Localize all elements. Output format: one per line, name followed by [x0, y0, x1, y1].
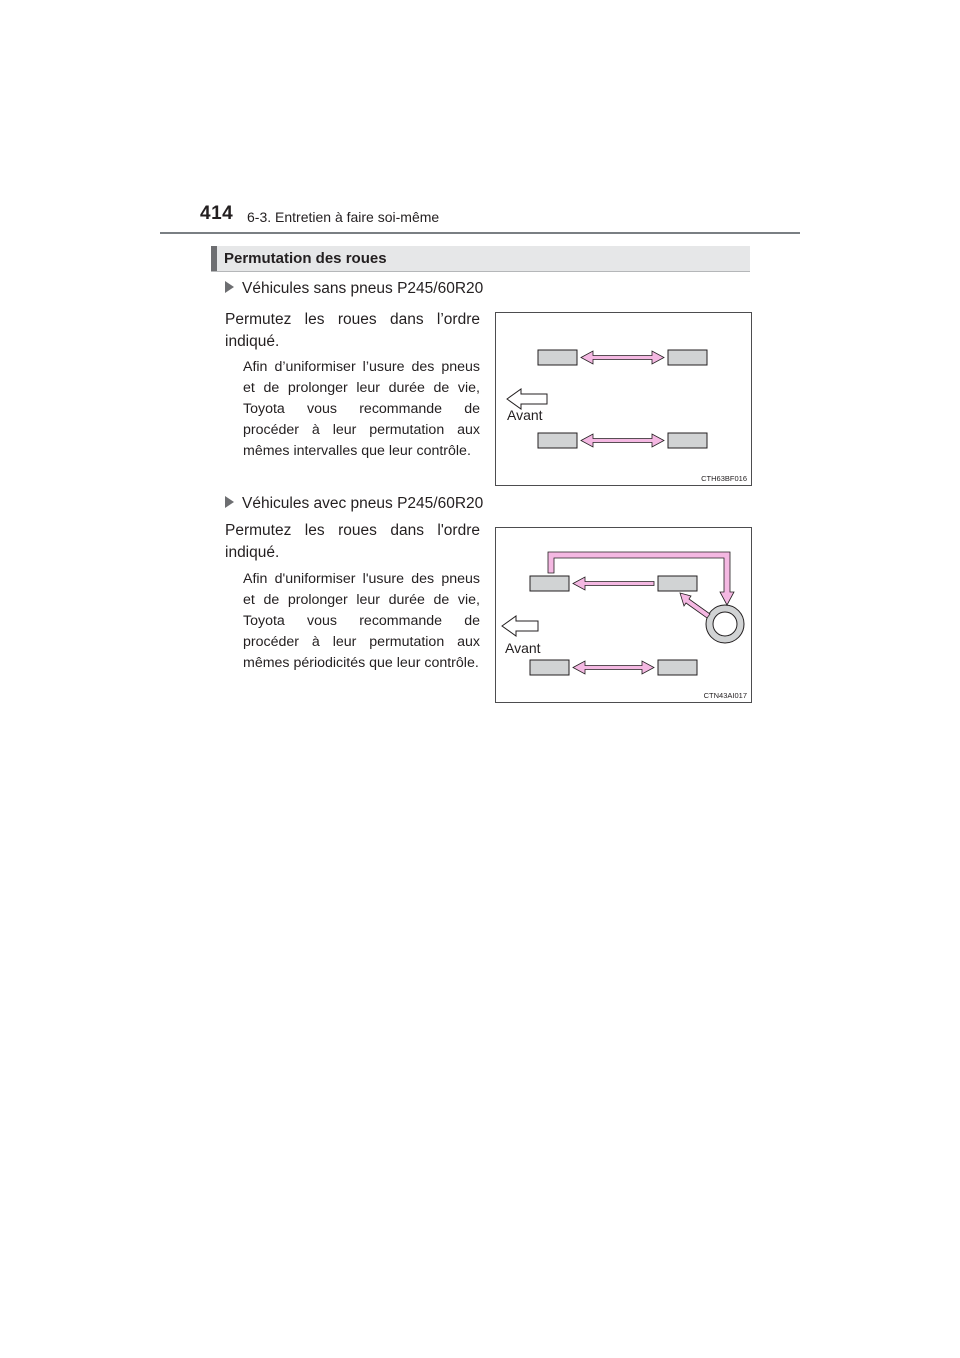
tire-rear-right [668, 433, 707, 448]
double-arrow-rear-icon [573, 661, 654, 674]
header-rule [160, 232, 800, 234]
chapter-heading: 6-3. Entretien à faire soi-même [247, 209, 440, 225]
tire-rear-left [538, 433, 577, 448]
front-direction-arrow-icon [507, 389, 547, 409]
rotation-diagram-with-spare [495, 527, 752, 703]
spare-tire-icon [706, 605, 744, 643]
front-label: Avant [505, 640, 541, 656]
tire-front-left [530, 576, 569, 591]
note-text: Afin d'uniformiser l'usure des pneus et de prolonger leur durée de vie, Toyota vous recommande de procéder à leur permutation aux mêmes périodicités que leur contrôle. [243, 571, 480, 671]
front-direction-arrow-icon [502, 616, 538, 636]
rotation-diagram-standard [495, 312, 752, 486]
section-marker [211, 246, 217, 271]
condition-with-p245 [225, 495, 483, 513]
section-title: Permutation des roues [224, 250, 387, 267]
figure-code: CTN43AI017 [703, 691, 747, 700]
arrow-spare-to-front-right-icon [680, 593, 710, 618]
condition-text: Véhicules sans pneus P245/60R20 [242, 280, 484, 297]
tire-rear-left [530, 660, 569, 675]
triangle-bullet-icon [225, 496, 234, 508]
double-arrow-rear-icon [581, 434, 664, 447]
instruction-text: Permutez les roues dans l'ordre indiqué. [225, 522, 480, 561]
arrow-front-left-to-spare-icon [548, 552, 734, 605]
condition-without-p245 [225, 280, 483, 298]
page-number: 414 [200, 203, 234, 224]
double-arrow-front-icon [581, 351, 664, 364]
tire-rear-right [658, 660, 697, 675]
triangle-bullet-icon [225, 281, 234, 293]
tire-front-right [658, 576, 697, 591]
arrow-front-right-to-left-icon [573, 577, 654, 590]
instruction-text: Permutez les roues dans l’ordre indiqué. [225, 311, 480, 350]
tire-front-right [668, 350, 707, 365]
rotation-diagram-graphic [496, 313, 751, 485]
note-text: Afin d’uniformiser l’usure des pneus et de prolonger leur durée de vie, Toyota vous recommande de procéder à leur permutation aux mêmes intervalles que leur contrôle. [243, 359, 480, 459]
figure-code: CTH63BF016 [701, 474, 747, 483]
section-heading-bar [211, 246, 750, 272]
front-label: Avant [507, 407, 543, 423]
tire-front-left [538, 350, 577, 365]
condition-text: Véhicules avec pneus P245/60R20 [242, 495, 484, 512]
rotation-diagram-graphic [496, 528, 751, 702]
